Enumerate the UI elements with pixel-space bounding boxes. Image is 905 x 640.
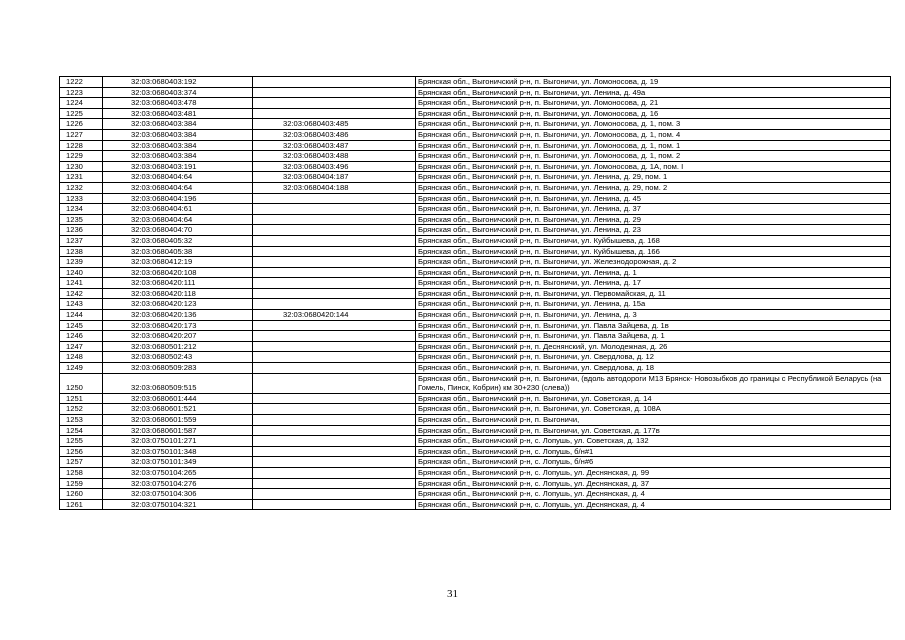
address-cell: Брянская обл., Выгоничский р-н, с. Лопушь, ул. Деснянская, д. 37 — [416, 478, 891, 489]
premise-number-cell — [253, 87, 416, 98]
address-cell: Брянская обл., Выгоничский р-н, с. Лопушь, б/н#1 — [416, 446, 891, 457]
cadastral-number-cell: 32:03:0680404:70 — [103, 225, 253, 236]
cadastral-number-cell: 32:03:0680403:478 — [103, 98, 253, 109]
row-number-cell: 1242 — [60, 288, 103, 299]
row-number-cell: 1223 — [60, 87, 103, 98]
table-row — [60, 489, 891, 500]
table-row — [60, 467, 891, 478]
table-row — [60, 278, 891, 289]
premise-number-cell — [253, 373, 416, 393]
address-cell: Брянская обл., Выгоничский р-н, п. Выгоничи, ул. Ленина, д. 29, пом. 1 — [416, 172, 891, 183]
table-row — [60, 108, 891, 119]
cadastral-number-cell: 32:03:0680420:118 — [103, 288, 253, 299]
table-row — [60, 299, 891, 310]
address-cell: Брянская обл., Выгоничский р-н, п. Выгоничи, ул. Павла Зайцева, д. 1в — [416, 320, 891, 331]
row-number-cell: 1251 — [60, 393, 103, 404]
row-number-cell: 1254 — [60, 425, 103, 436]
row-number-cell: 1257 — [60, 457, 103, 468]
premise-number-cell — [253, 457, 416, 468]
table-row — [60, 363, 891, 374]
cadastral-number-cell: 32:03:0680403:384 — [103, 119, 253, 130]
row-number-cell: 1259 — [60, 478, 103, 489]
address-cell: Брянская обл., Выгоничский р-н, п. Выгоничи, ул. Ленина, д. 29, пом. 2 — [416, 182, 891, 193]
address-cell: Брянская обл., Выгоничский р-н, п. Выгоничи, ул. Ленина, д. 15а — [416, 299, 891, 310]
row-number-cell: 1244 — [60, 310, 103, 321]
address-cell: Брянская обл., Выгоничский р-н, п. Выгоничи, ул. Ленина, д. 1 — [416, 267, 891, 278]
premise-number-cell — [253, 331, 416, 342]
address-cell: Брянская обл., Выгоничский р-н, с. Лопушь, ул. Советская, д. 132 — [416, 436, 891, 447]
cadastral-table — [59, 76, 891, 510]
cadastral-number-cell: 32:03:0680404:64 — [103, 172, 253, 183]
address-cell: Брянская обл., Выгоничский р-н, с. Лопушь, ул. Деснянская, д. 99 — [416, 467, 891, 478]
row-number-cell: 1236 — [60, 225, 103, 236]
cadastral-number-cell: 32:03:0750104:265 — [103, 467, 253, 478]
table-row — [60, 257, 891, 268]
premise-number-cell — [253, 436, 416, 447]
cadastral-number-cell: 32:03:0680405:38 — [103, 246, 253, 257]
cadastral-number-cell: 32:03:0680502:43 — [103, 352, 253, 363]
row-number-cell: 1229 — [60, 151, 103, 162]
cadastral-number-cell: 32:03:0680404:196 — [103, 193, 253, 204]
row-number-cell: 1232 — [60, 182, 103, 193]
table-row — [60, 393, 891, 404]
table-row — [60, 331, 891, 342]
cadastral-number-cell: 32:03:0680403:384 — [103, 151, 253, 162]
row-number-cell: 1230 — [60, 161, 103, 172]
cadastral-number-cell: 32:03:0680420:123 — [103, 299, 253, 310]
premise-number-cell: 32:03:0680403:487 — [253, 140, 416, 151]
cadastral-number-cell: 32:03:0680501:212 — [103, 341, 253, 352]
table-row — [60, 140, 891, 151]
cadastral-number-cell: 32:03:0750101:348 — [103, 446, 253, 457]
premise-number-cell — [253, 204, 416, 215]
cadastral-number-cell: 32:03:0680420:111 — [103, 278, 253, 289]
table-row — [60, 446, 891, 457]
cadastral-number-cell: 32:03:0680404:61 — [103, 204, 253, 215]
cadastral-number-cell: 32:03:0750104:321 — [103, 499, 253, 510]
table-row — [60, 267, 891, 278]
premise-number-cell — [253, 257, 416, 268]
address-cell: Брянская обл., Выгоничский р-н, п. Выгоничи, ул. Ломоносова, д. 1, пом. 3 — [416, 119, 891, 130]
address-cell: Брянская обл., Выгоничский р-н, п. Выгоничи, ул. Ломоносова, д. 19 — [416, 77, 891, 88]
premise-number-cell — [253, 467, 416, 478]
premise-number-cell — [253, 214, 416, 225]
premise-number-cell: 32:03:0680403:488 — [253, 151, 416, 162]
premise-number-cell: 32:03:0680403:485 — [253, 119, 416, 130]
row-number-cell: 1256 — [60, 446, 103, 457]
table-row — [60, 193, 891, 204]
table-row — [60, 214, 891, 225]
address-cell: Брянская обл., Выгоничский р-н, п. Выгоничи, — [416, 415, 891, 426]
premise-number-cell — [253, 352, 416, 363]
cadastral-number-cell: 32:03:0750104:306 — [103, 489, 253, 500]
row-number-cell: 1239 — [60, 257, 103, 268]
cadastral-number-cell: 32:03:0680412:19 — [103, 257, 253, 268]
premise-number-cell: 32:03:0680404:188 — [253, 182, 416, 193]
page-number: 31 — [447, 588, 458, 600]
table-row — [60, 182, 891, 193]
address-cell: Брянская обл., Выгоничский р-н, п. Выгоничи, ул. Ломоносова, д. 1, пом. 4 — [416, 129, 891, 140]
cadastral-number-cell: 32:03:0680403:192 — [103, 77, 253, 88]
table-row — [60, 225, 891, 236]
cadastral-number-cell: 32:03:0680420:108 — [103, 267, 253, 278]
address-cell: Брянская обл., Выгоничский р-н, п. Выгоничи, ул. Ленина, д. 3 — [416, 310, 891, 321]
premise-number-cell — [253, 98, 416, 109]
address-cell: Брянская обл., Выгоничский р-н, п. Выгоничи, ул. Ленина, д. 17 — [416, 278, 891, 289]
cadastral-number-cell: 32:03:0750104:276 — [103, 478, 253, 489]
row-number-cell: 1241 — [60, 278, 103, 289]
address-cell: Брянская обл., Выгоничский р-н, п. Выгоничи, ул. Ломоносова, д. 1А, пом. I — [416, 161, 891, 172]
cadastral-number-cell: 32:03:0680420:173 — [103, 320, 253, 331]
row-number-cell: 1240 — [60, 267, 103, 278]
address-cell: Брянская обл., Выгоничский р-н, п. Деснянский, ул. Молодежная, д. 26 — [416, 341, 891, 352]
premise-number-cell — [253, 278, 416, 289]
row-number-cell: 1222 — [60, 77, 103, 88]
cadastral-number-cell: 32:03:0680404:64 — [103, 182, 253, 193]
table-row — [60, 119, 891, 130]
address-cell: Брянская обл., Выгоничский р-н, п. Выгоничи, ул. Ломоносова, д. 21 — [416, 98, 891, 109]
table-body — [60, 77, 891, 510]
table-row — [60, 172, 891, 183]
row-number-cell: 1249 — [60, 363, 103, 374]
row-number-cell: 1231 — [60, 172, 103, 183]
address-cell: Брянская обл., Выгоничский р-н, п. Выгоничи, ул. Железнодорожная, д. 2 — [416, 257, 891, 268]
address-cell: Брянская обл., Выгоничский р-н, п. Выгоничи, ул. Куйбышева, д. 166 — [416, 246, 891, 257]
premise-number-cell — [253, 108, 416, 119]
table-row — [60, 77, 891, 88]
row-number-cell: 1250 — [60, 373, 103, 393]
premise-number-cell — [253, 193, 416, 204]
cadastral-number-cell: 32:03:0680403:191 — [103, 161, 253, 172]
cadastral-number-cell: 32:03:0680403:481 — [103, 108, 253, 119]
premise-number-cell — [253, 77, 416, 88]
address-cell: Брянская обл., Выгоничский р-н, с. Лопушь, б/н#6 — [416, 457, 891, 468]
cadastral-number-cell: 32:03:0680405:32 — [103, 235, 253, 246]
row-number-cell: 1247 — [60, 341, 103, 352]
premise-number-cell — [253, 235, 416, 246]
row-number-cell: 1238 — [60, 246, 103, 257]
cadastral-number-cell: 32:03:0750101:271 — [103, 436, 253, 447]
premise-number-cell — [253, 489, 416, 500]
table-row — [60, 98, 891, 109]
table-row — [60, 415, 891, 426]
address-cell: Брянская обл., Выгоничский р-н, с. Лопушь, ул. Деснянская, д. 4 — [416, 499, 891, 510]
table-row — [60, 129, 891, 140]
cadastral-number-cell: 32:03:0680403:384 — [103, 140, 253, 151]
address-cell: Брянская обл., Выгоничский р-н, п. Выгоничи, ул. Ленина, д. 29 — [416, 214, 891, 225]
premise-number-cell: 32:03:0680420:144 — [253, 310, 416, 321]
row-number-cell: 1248 — [60, 352, 103, 363]
address-cell: Брянская обл., Выгоничский р-н, п. Выгоничи, ул. Свердлова, д. 12 — [416, 352, 891, 363]
premise-number-cell — [253, 299, 416, 310]
cadastral-number-cell: 32:03:0680601:444 — [103, 393, 253, 404]
premise-number-cell — [253, 393, 416, 404]
row-number-cell: 1235 — [60, 214, 103, 225]
row-number-cell: 1224 — [60, 98, 103, 109]
address-cell: Брянская обл., Выгоничский р-н, п. Выгоничи, ул. Ломоносова, д. 1, пом. 1 — [416, 140, 891, 151]
premise-number-cell — [253, 415, 416, 426]
table-row — [60, 425, 891, 436]
table-row — [60, 341, 891, 352]
address-cell: Брянская обл., Выгоничский р-н, п. Выгоничи, ул. Советская, д. 108А — [416, 404, 891, 415]
row-number-cell: 1258 — [60, 467, 103, 478]
row-number-cell: 1228 — [60, 140, 103, 151]
row-number-cell: 1237 — [60, 235, 103, 246]
address-cell: Брянская обл., Выгоничский р-н, с. Лопушь, ул. Деснянская, д. 4 — [416, 489, 891, 500]
cadastral-number-cell: 32:03:0680403:374 — [103, 87, 253, 98]
address-cell: Брянская обл., Выгоничский р-н, п. Выгоничи, ул. Ломоносова, д. 1, пом. 2 — [416, 151, 891, 162]
premise-number-cell: 32:03:0680403:496 — [253, 161, 416, 172]
table-row — [60, 404, 891, 415]
premise-number-cell — [253, 404, 416, 415]
cadastral-number-cell: 32:03:0680404:64 — [103, 214, 253, 225]
premise-number-cell — [253, 267, 416, 278]
cadastral-number-cell: 32:03:0680509:515 — [103, 373, 253, 393]
row-number-cell: 1233 — [60, 193, 103, 204]
row-number-cell: 1252 — [60, 404, 103, 415]
row-number-cell: 1255 — [60, 436, 103, 447]
row-number-cell: 1245 — [60, 320, 103, 331]
row-number-cell: 1261 — [60, 499, 103, 510]
table-row — [60, 352, 891, 363]
address-cell: Брянская обл., Выгоничский р-н, п. Выгоничи, ул. Павла Зайцева, д. 1 — [416, 331, 891, 342]
cadastral-number-cell: 32:03:0680420:207 — [103, 331, 253, 342]
table-row — [60, 288, 891, 299]
row-number-cell: 1226 — [60, 119, 103, 130]
address-cell: Брянская обл., Выгоничский р-н, п. Выгоничи, ул. Первомайская, д. 11 — [416, 288, 891, 299]
cadastral-number-cell: 32:03:0680509:283 — [103, 363, 253, 374]
table-row — [60, 246, 891, 257]
premise-number-cell — [253, 446, 416, 457]
table-row — [60, 87, 891, 98]
premise-number-cell — [253, 288, 416, 299]
address-cell: Брянская обл., Выгоничский р-н, п. Выгоничи, ул. Советская, д. 14 — [416, 393, 891, 404]
address-cell: Брянская обл., Выгоничский р-н, п. Выгоничи, ул. Свердлова, д. 18 — [416, 363, 891, 374]
cadastral-number-cell: 32:03:0680601:587 — [103, 425, 253, 436]
row-number-cell: 1260 — [60, 489, 103, 500]
address-cell: Брянская обл., Выгоничский р-н, п. Выгоничи, ул. Ленина, д. 37 — [416, 204, 891, 215]
premise-number-cell: 32:03:0680403:486 — [253, 129, 416, 140]
address-cell: Брянская обл., Выгоничский р-н, п. Выгоничи, ул. Ломоносова, д. 16 — [416, 108, 891, 119]
row-number-cell: 1253 — [60, 415, 103, 426]
premise-number-cell: 32:03:0680404:187 — [253, 172, 416, 183]
address-cell: Брянская обл., Выгоничский р-н, п. Выгоничи, ул. Советская, д. 177в — [416, 425, 891, 436]
premise-number-cell — [253, 225, 416, 236]
table-row — [60, 151, 891, 162]
row-number-cell: 1225 — [60, 108, 103, 119]
cadastral-number-cell: 32:03:0680403:384 — [103, 129, 253, 140]
table-row — [60, 457, 891, 468]
table-row — [60, 235, 891, 246]
premise-number-cell — [253, 341, 416, 352]
address-cell: Брянская обл., Выгоничский р-н, п. Выгоничи, (вдоль автодороги М13 Брянск- Новозыбков до границы с Республикой Беларусь (на Гомель, Пинск, Кобрин) км 30+230 (слева)) — [416, 373, 891, 393]
premise-number-cell — [253, 478, 416, 489]
address-cell: Брянская обл., Выгоничский р-н, п. Выгоничи, ул. Ленина, д. 23 — [416, 225, 891, 236]
table-row — [60, 478, 891, 489]
table-row — [60, 310, 891, 321]
table-row — [60, 436, 891, 447]
table-row — [60, 320, 891, 331]
premise-number-cell — [253, 499, 416, 510]
cadastral-number-cell: 32:03:0680601:559 — [103, 415, 253, 426]
row-number-cell: 1246 — [60, 331, 103, 342]
table-row — [60, 204, 891, 215]
cadastral-number-cell: 32:03:0750101:349 — [103, 457, 253, 468]
row-number-cell: 1243 — [60, 299, 103, 310]
row-number-cell: 1227 — [60, 129, 103, 140]
table-row — [60, 161, 891, 172]
cadastral-number-cell: 32:03:0680601:521 — [103, 404, 253, 415]
premise-number-cell — [253, 425, 416, 436]
cadastral-number-cell: 32:03:0680420:136 — [103, 310, 253, 321]
table-row — [60, 499, 891, 510]
address-cell: Брянская обл., Выгоничский р-н, п. Выгоничи, ул. Куйбышева, д. 168 — [416, 235, 891, 246]
premise-number-cell — [253, 363, 416, 374]
row-number-cell: 1234 — [60, 204, 103, 215]
table-row — [60, 373, 891, 393]
address-cell: Брянская обл., Выгоничский р-н, п. Выгоничи, ул. Ленина, д. 49а — [416, 87, 891, 98]
premise-number-cell — [253, 246, 416, 257]
address-cell: Брянская обл., Выгоничский р-н, п. Выгоничи, ул. Ленина, д. 45 — [416, 193, 891, 204]
premise-number-cell — [253, 320, 416, 331]
